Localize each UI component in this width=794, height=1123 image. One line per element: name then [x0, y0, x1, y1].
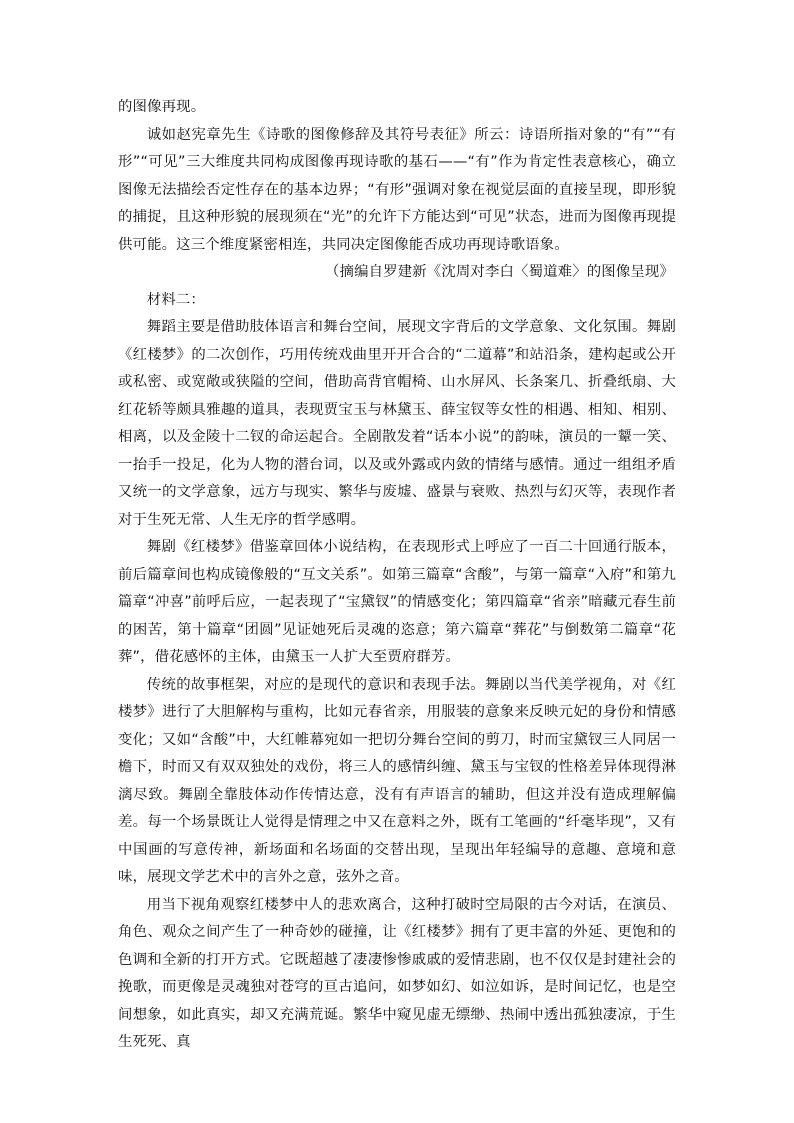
paragraph-zhao-xianzhang: 诚如赵宪章先生《诗歌的图像修辞及其符号表征》所云：诗语所指对象的“有”“有形”“可见”三大维度共同构成图像再现诗歌的基石——“有”作为肯定性表意核心，确立图像无法描绘否定性存在的基本边界；“有形”强调对象在视觉层面的直接呈现，即形貌的捕捉，且这种形貌的展现须在“光”的允许下方能达到“可见”状态，进而为图像再现提供可能。这三个维度紧密相连，共同决定图像能否成功再现诗歌语象。 — [118, 126, 676, 253]
paragraph-modern-expression: 传统的故事框架，对应的是现代的意识和表现手法。舞剧以当代美学视角，对《红楼梦》进行了大胆解构与重构，比如元春省亲，用服装的意象来反映元妃的身份和情感变化；又如“含酸”中，大红帷幕宛如一把切分舞台空间的剪刀，时而宝黛钗三人同居一檐下，时而又有双双独处的戏份，将三人的感情纠缠、黛玉与宝钗的性格差异体现得淋漓尽致。舞剧全靠肢体动作传情达意，没有有声语言的辅助，但这并没有造成理解偏差。每一个场景既让人觉得是情理之中又在意料之外，既有工笔画的“纤毫毕现”，又有中国画的写意传神，新场面和名场面的交替出现，呈现出年轻编导的意趣、意境和意味，展现文学艺术中的言外之意，弦外之音。 — [118, 676, 676, 885]
paragraph-chapter-structure: 舞剧《红楼梦》借鉴章回体小说结构，在表现形式上呼应了一百二十回通行版本，前后篇章间也构成镜像般的“互文关系”。如第三篇章“含酸”，与第一篇章“入府”和第九篇章“冲喜”前呼后应，一起表现了“宝黛钗”的情感变化；第四篇章“省亲”暗藏元春生前的困苦，第十篇章“团圆”见证她死后灵魂的恣意；第六篇章“葬花”与倒数第二篇章“花葬”，借花感怀的主体，由黛玉一人扩大至贾府群芳。 — [118, 539, 676, 665]
paragraph-continuation: 的图像再现。 — [118, 99, 206, 115]
source-citation: （摘编自罗建新《沈周对李白〈蜀道难〉的图像呈现》 — [325, 264, 674, 280]
paragraph-dance-language: 舞蹈主要是借助肢体语言和舞台空间，展现文字背后的文学意象、文化氛围。舞剧《红楼梦》的二次创作，巧用传统戏曲里开开合合的“二道幕”和站沿条，建构起或公开或私密、或宽敞或狭隘的空间，借助高背官帽椅、山水屏风、长条案几、折叠纸扇、大红花轿等颇具雅趣的道具，表现贾宝玉与林黛玉、薛宝钗等女性的相遇、相知、相别、相离，以及金陵十二钗的命运起合。全剧散发着“话本小说”的韵味，演员的一颦一笑、一抬手一投足，化为人物的潜台词，以及或外露或内敛的情绪与感情。通过一组组矛盾又统一的文学意象，远方与现实、繁华与废墟、盛景与衰败、热烈与幻灭等，表现作者对于生死无常、人生无序的哲学感喟。 — [118, 319, 676, 528]
material-two-heading: 材料二： — [146, 291, 205, 308]
document-page — [118, 94, 676, 1057]
paragraph-contemporary-perspective: 用当下视角观察红楼梦中人的悲欢离合，这种打破时空局限的古今对话，在演员、角色、观众之间产生了一种奇妙的碰撞，让《红楼梦》拥有了更丰富的外延、更饱和的色调和全新的打开方式。它既超越了凄凄惨惨戚戚的爱情悲剧，也不仅仅是封建社会的挽歌，而更像是灵魂独对苍穹的亘古追问，如梦如幻、如泣如诉，是时间记忆，也是空间想象，如此真实，却又充满荒诞。繁华中窥见虚无缥缈、热闹中透出孤独凄凉，于生生死死、真 — [118, 896, 676, 1050]
